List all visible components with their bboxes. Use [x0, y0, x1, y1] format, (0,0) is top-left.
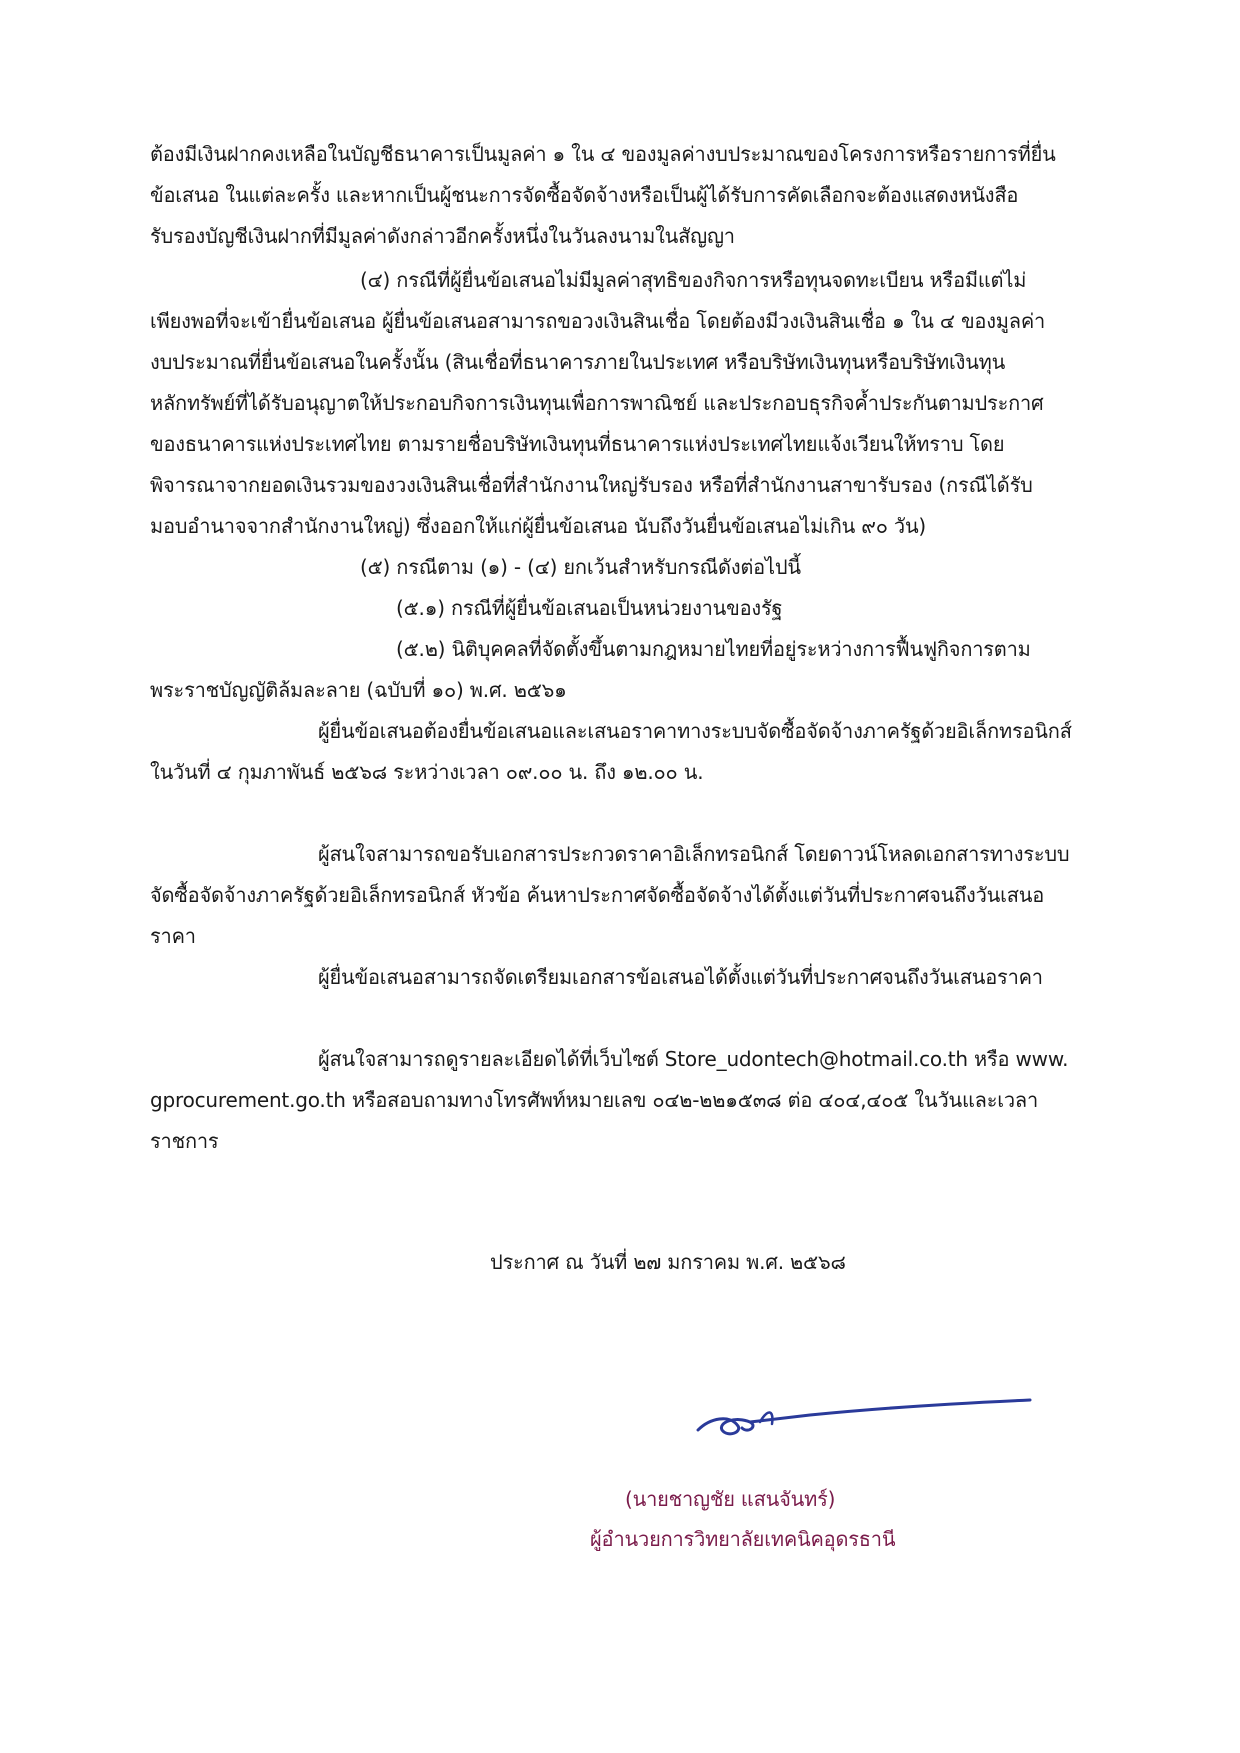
- body-line-18: จัดซื้อจัดจ้างภาครัฐด้วยอิเล็กทรอนิกส์ หัวข้อ ค้นหาประกาศจัดซื้อจัดจ้างได้ตั้งแต่วันที่ประกาศจนถึงวันเสนอ: [150, 883, 1045, 907]
- handwritten-signature: [690, 1370, 1050, 1460]
- body-line-12: (๕.๑) กรณีที่ผู้ยื่นข้อเสนอเป็นหน่วยงานของรัฐ: [396, 596, 783, 620]
- body-line-22: gprocurement.go.th หรือสอบถามทางโทรศัพท์หมายเลข ๐๔๒-๒๒๑๕๓๘ ต่อ ๔๐๔,๔๐๕ ในวันและเวลา: [150, 1088, 1038, 1112]
- body-line-2: ข้อเสนอ ในแต่ละครั้ง และหากเป็นผู้ชนะการจัดซื้อจัดจ้างหรือเป็นผู้ได้รับการคัดเลือกจะต้องแสดงหนังสือ: [150, 183, 1019, 207]
- body-line-11: (๕) กรณีตาม (๑) - (๔) ยกเว้นสำหรับกรณีดังต่อไปนี้: [360, 555, 801, 579]
- body-line-23: ราชการ: [150, 1129, 219, 1153]
- signatory-title: ผู้อำนวยการวิทยาลัยเทคนิคอุดรธานี: [590, 1527, 896, 1551]
- body-line-7: หลักทรัพย์ที่ได้รับอนุญาตให้ประกอบกิจการเงินทุนเพื่อการพาณิชย์ และประกอบธุรกิจค้ำประกันตามประกาศ: [150, 391, 1044, 415]
- body-line-8: ของธนาคารแห่งประเทศไทย ตามรายชื่อบริษัทเงินทุนที่ธนาคารแห่งประเทศไทยแจ้งเวียนให้ทราบ โดย: [150, 432, 1005, 456]
- body-line-4: (๔) กรณีที่ผู้ยื่นข้อเสนอไม่มีมูลค่าสุทธิของกิจการหรือทุนจดทะเบียน หรือมีแต่ไม่: [360, 268, 1027, 292]
- body-line-21: ผู้สนใจสามารถดูรายละเอียดได้ที่เว็บไซต์ Store_udontech@hotmail.co.th หรือ www.: [318, 1047, 1069, 1071]
- body-line-13: (๕.๒) นิติบุคคลที่จัดตั้งขึ้นตามกฎหมายไทยที่อยู่ระหว่างการฟื้นฟูกิจการตาม: [396, 637, 1031, 661]
- body-line-17: ผู้สนใจสามารถขอรับเอกสารประกวดราคาอิเล็กทรอนิกส์ โดยดาวน์โหลดเอกสารทางระบบ: [318, 842, 1070, 866]
- body-line-6: งบประมาณที่ยื่นข้อเสนอในครั้งนั้น (สินเชื่อที่ธนาคารภายในประเทศ หรือบริษัทเงินทุนหรือบริษัทเงินทุน: [150, 350, 1006, 374]
- body-line-14: พระราชบัญญัติล้มละลาย (ฉบับที่ ๑๐) พ.ศ. ๒๕๖๑: [150, 678, 567, 702]
- body-line-1: ต้องมีเงินฝากคงเหลือในบัญชีธนาคารเป็นมูลค่า ๑ ใน ๔ ของมูลค่างบประมาณของโครงการหรือรายการที่ยื่น: [150, 142, 1056, 166]
- body-line-15: ผู้ยื่นข้อเสนอต้องยื่นข้อเสนอและเสนอราคาทางระบบจัดซื้อจัดจ้างภาครัฐด้วยอิเล็กทรอนิกส์: [318, 719, 1072, 743]
- signatory-name: (นายชาญชัย แสนจันทร์): [625, 1487, 836, 1511]
- announcement-date: ประกาศ ณ วันที่ ๒๗ มกราคม พ.ศ. ๒๕๖๘: [490, 1250, 846, 1274]
- body-line-9: พิจารณาจากยอดเงินรวมของวงเงินสินเชื่อที่สำนักงานใหญ่รับรอง หรือที่สำนักงานสาขารับรอง (กรณีได้รับ: [150, 473, 1033, 497]
- body-line-10: มอบอำนาจจากสำนักงานใหญ่) ซึ่งออกให้แก่ผู้ยื่นข้อเสนอ นับถึงวันยื่นข้อเสนอไม่เกิน ๙๐ วัน): [150, 514, 927, 538]
- body-line-16: ในวันที่ ๔ กุมภาพันธ์ ๒๕๖๘ ระหว่างเวลา ๐๙.๐๐ น. ถึง ๑๒.๐๐ น.: [150, 760, 704, 784]
- body-line-19: ราคา: [150, 924, 196, 948]
- body-line-5: เพียงพอที่จะเข้ายื่นข้อเสนอ ผู้ยื่นข้อเสนอสามารถขอวงเงินสินเชื่อ โดยต้องมีวงเงินสินเชื่อ ๑ ใน ๔ ของมูลค่า: [150, 309, 1046, 333]
- body-line-20: ผู้ยื่นข้อเสนอสามารถจัดเตรียมเอกสารข้อเสนอได้ตั้งแต่วันที่ประกาศจนถึงวันเสนอราคา: [318, 965, 1043, 989]
- body-line-3: รับรองบัญชีเงินฝากที่มีมูลค่าดังกล่าวอีกครั้งหนึ่งในวันลงนามในสัญญา: [150, 224, 735, 248]
